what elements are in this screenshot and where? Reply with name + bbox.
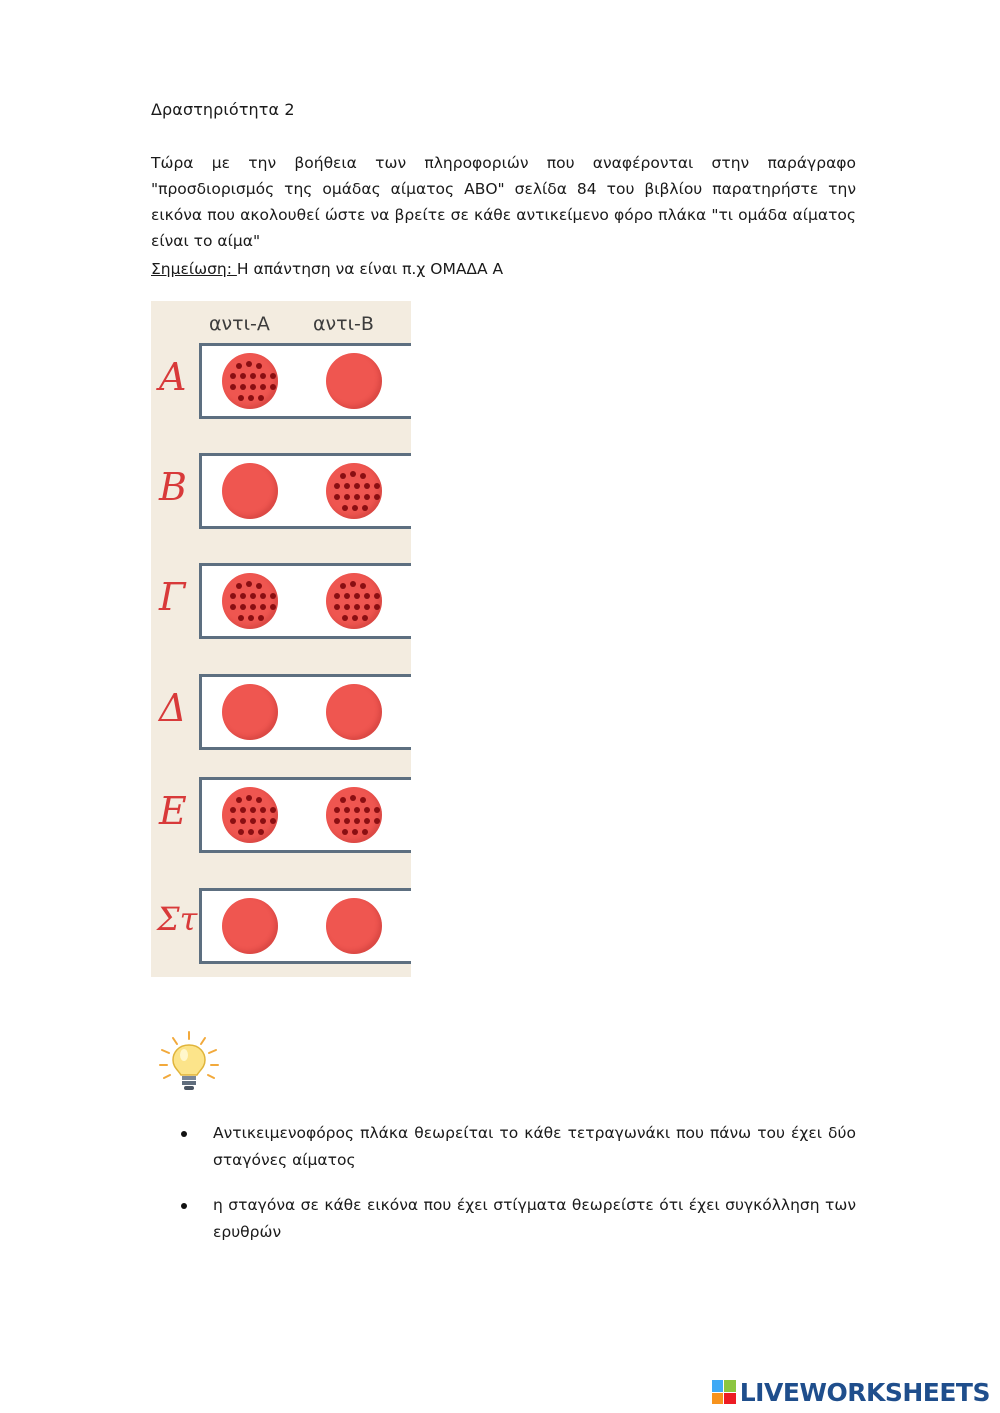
agglutination-dot (360, 797, 366, 803)
agglutination-dot (354, 604, 360, 610)
agglutination-dot (258, 615, 264, 621)
agglutination-dot (230, 384, 236, 390)
column-anti-b: αντι-Β (313, 313, 374, 335)
agglutination-dot (340, 583, 346, 589)
agglutination-dot (240, 807, 246, 813)
blood-drop (222, 684, 278, 740)
agglutination-dot (340, 797, 346, 803)
instructions-text: Τώρα με την βοήθεια των πληροφοριών που αναφέρονται στην παράγραφο "προσδιορισμός της ομάδας αίματος ΑΒΟ" σελίδα 84 του βιβλίου παρατηρήστε την εικόνα που ακολουθεί ώστε να βρείτε σε κάθε αντικείμενο φόρο πλάκα "τι ομάδα αίματος είναι το αίμα" (151, 154, 856, 250)
agglutination-dot (342, 505, 348, 511)
agglutination-dot (352, 829, 358, 835)
activity-title: Δραστηριότητα 2 (151, 100, 295, 119)
agglutination-dot (354, 494, 360, 500)
agglutination-dot (260, 604, 266, 610)
agglutination-dot (334, 807, 340, 813)
agglutinated-drop (326, 573, 382, 629)
agglutination-dot (248, 395, 254, 401)
agglutination-dot (246, 795, 252, 801)
agglutination-dot (236, 363, 242, 369)
slide-plate (199, 563, 411, 639)
agglutination-dot (256, 797, 262, 803)
agglutination-dot (240, 818, 246, 824)
agglutination-dot (374, 604, 380, 610)
blood-drop (326, 898, 382, 954)
agglutinated-drop (326, 787, 382, 843)
agglutination-dot (230, 818, 236, 824)
slide-plate (199, 888, 411, 964)
note-text: Η απάντηση να είναι π.χ ΟΜΑΔΑ Α (236, 260, 504, 278)
agglutination-dot (256, 363, 262, 369)
agglutination-dot (364, 494, 370, 500)
agglutination-dot (240, 593, 246, 599)
agglutination-dot (240, 604, 246, 610)
hint-item: Αντικειμενοφόρος πλάκα θεωρείται το κάθε τετραγωνάκι που πάνω του έχει δύο σταγόνες αίματος (170, 1120, 856, 1174)
agglutination-dot (364, 593, 370, 599)
agglutination-dot (248, 615, 254, 621)
agglutination-dot (250, 807, 256, 813)
agglutination-dot (354, 593, 360, 599)
lightbulb-icon (156, 1030, 222, 1094)
agglutination-dot (344, 483, 350, 489)
agglutination-dot (334, 494, 340, 500)
agglutinated-drop (222, 787, 278, 843)
row-label: Δ (159, 686, 187, 730)
note-label: Σημείωση: (151, 260, 237, 278)
agglutination-dot (270, 373, 276, 379)
agglutination-dot (360, 583, 366, 589)
agglutination-dot (360, 473, 366, 479)
agglutination-dot (350, 795, 356, 801)
brand-name: LIVEWORKSHEETS (739, 1377, 990, 1407)
agglutination-dot (270, 818, 276, 824)
blood-drop (326, 684, 382, 740)
slide-plate (199, 777, 411, 853)
agglutination-dot (334, 593, 340, 599)
agglutination-dot (230, 807, 236, 813)
blood-drop (222, 898, 278, 954)
agglutination-dot (350, 581, 356, 587)
agglutinated-drop (222, 573, 278, 629)
agglutinated-drop (326, 463, 382, 519)
liveworksheets-logo-icon (712, 1380, 736, 1404)
agglutination-dot (364, 483, 370, 489)
agglutination-dot (238, 829, 244, 835)
agglutination-dot (270, 604, 276, 610)
blood-drop (326, 353, 382, 409)
agglutination-dot (230, 604, 236, 610)
column-anti-a: αντι-Α (209, 313, 270, 335)
row-label: Ε (159, 789, 187, 833)
agglutination-dot (248, 829, 254, 835)
agglutination-dot (354, 818, 360, 824)
agglutination-dot (352, 505, 358, 511)
agglutination-dot (362, 615, 368, 621)
agglutination-dot (240, 384, 246, 390)
agglutination-dot (344, 593, 350, 599)
agglutination-dot (260, 384, 266, 390)
agglutination-dot (246, 581, 252, 587)
row-label: Στ (157, 900, 198, 938)
hint-list (170, 1120, 856, 1264)
agglutination-dot (344, 494, 350, 500)
agglutination-dot (258, 395, 264, 401)
agglutination-dot (350, 471, 356, 477)
agglutination-dot (238, 395, 244, 401)
agglutination-dot (374, 593, 380, 599)
liveworksheets-brand (712, 1377, 990, 1407)
agglutination-dot (250, 593, 256, 599)
agglutination-dot (340, 473, 346, 479)
agglutination-dot (364, 807, 370, 813)
agglutination-dot (362, 829, 368, 835)
agglutination-dot (354, 483, 360, 489)
agglutination-dot (250, 604, 256, 610)
agglutination-dot (374, 483, 380, 489)
agglutination-dot (354, 807, 360, 813)
agglutination-dot (362, 505, 368, 511)
agglutination-dot (364, 818, 370, 824)
blood-typing-figure (151, 301, 411, 977)
agglutination-dot (344, 604, 350, 610)
agglutination-dot (344, 807, 350, 813)
blood-drop (222, 463, 278, 519)
agglutination-dot (374, 807, 380, 813)
agglutination-dot (270, 593, 276, 599)
agglutination-dot (230, 373, 236, 379)
agglutination-dot (250, 384, 256, 390)
note (151, 256, 503, 282)
agglutination-dot (230, 593, 236, 599)
row-label: A (159, 355, 187, 399)
slide-plate (199, 674, 411, 750)
agglutination-dot (364, 604, 370, 610)
agglutination-dot (246, 361, 252, 367)
agglutination-dot (250, 818, 256, 824)
agglutination-dot (260, 807, 266, 813)
agglutination-dot (260, 593, 266, 599)
agglutination-dot (342, 829, 348, 835)
agglutination-dot (260, 818, 266, 824)
agglutination-dot (352, 615, 358, 621)
agglutination-dot (334, 818, 340, 824)
hint-item: η σταγόνα σε κάθε εικόνα που έχει στίγματα θεωρείστε ότι έχει συγκόλληση των ερυθρών (170, 1192, 856, 1246)
agglutination-dot (270, 807, 276, 813)
agglutination-dot (374, 818, 380, 824)
agglutination-dot (342, 615, 348, 621)
agglutination-dot (258, 829, 264, 835)
agglutination-dot (236, 583, 242, 589)
agglutination-dot (256, 583, 262, 589)
agglutination-dot (334, 483, 340, 489)
agglutination-dot (270, 384, 276, 390)
agglutination-dot (374, 494, 380, 500)
agglutination-dot (334, 604, 340, 610)
agglutination-dot (236, 797, 242, 803)
agglutination-dot (240, 373, 246, 379)
slide-plate (199, 453, 411, 529)
row-label: Γ (159, 575, 186, 619)
agglutination-dot (250, 373, 256, 379)
slide-plate (199, 343, 411, 419)
row-label: B (159, 465, 187, 509)
agglutination-dot (260, 373, 266, 379)
agglutinated-drop (222, 353, 278, 409)
agglutination-dot (238, 615, 244, 621)
agglutination-dot (344, 818, 350, 824)
